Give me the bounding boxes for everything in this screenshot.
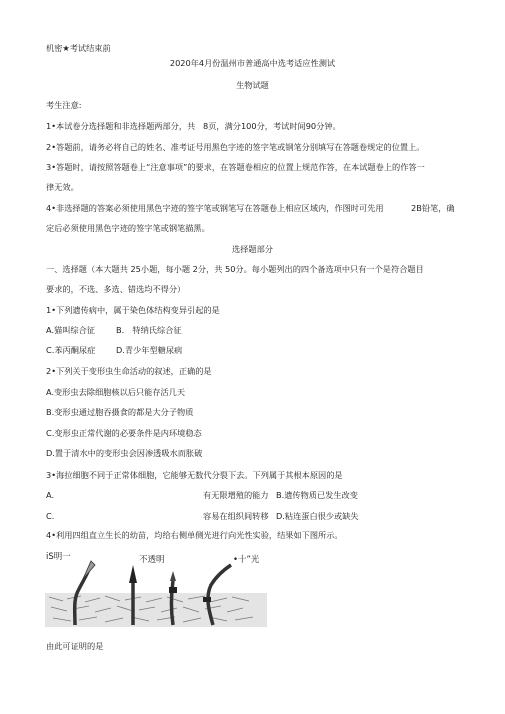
q3-option-c-label: C. (46, 511, 55, 521)
q1-option-d: D.青少年型糖尿病 (116, 345, 183, 355)
q1-stem: 1•下列遗传病中，属于染色体结构变异引起的是 (46, 305, 220, 315)
q2-option-d: D.置于清水中的变形虫会因渗透吸水而胀破 (46, 448, 203, 458)
q3-option-d: D.粘连蛋白很少或缺失 (276, 511, 359, 521)
figure-label-light: •十”光 (233, 555, 260, 565)
note-3b: 律无效。 (46, 182, 79, 192)
q3-option-b: B.遗传物质已发生改变 (276, 490, 358, 500)
q1-option-c: C.苯丙酮尿症 (46, 345, 96, 355)
q4-conclusion: 由此可证明的是 (46, 641, 104, 651)
note-1a: 1•本试卷分选择题和非选择题两部分，共 (46, 121, 196, 131)
note-1b: 8页，满分100分，考试时间90分钟。 (203, 121, 341, 131)
note-4a: 4•非选择题的答案必须使用黑色字迹的签字笔或钢笔写在答题卷上相应区域内，作图时可先用 (46, 203, 384, 213)
q2-option-b: B.变形虫通过胞吞摄食的都是大分子物质 (46, 407, 194, 417)
q1-option-b: B. 特纳氏综合征 (116, 325, 182, 335)
q3-stem: 3•海拉细胞不同于正常体细胞，它能够无数代分裂下去。下列属于其根本原因的是 (46, 470, 343, 480)
figure-label-left: iS明一 (46, 552, 71, 562)
q1-option-a: A.猫叫综合征 (46, 325, 95, 335)
section-intro-a: 一、选择题（本大题共 25小题，每小题 2分，共 50分。每小题列出的四个备选项中只有一个是符合题目 (46, 264, 424, 274)
note-2: 2•答题前，请务必将自己的姓名、准考证号用黑色字迹的签字笔或钢笔分别填写在答题卷规定的位置上。 (46, 142, 425, 152)
note-4b: 2B铅笔，确 (411, 203, 455, 213)
q4-stem: 4•利用四组直立生长的幼苗，均给右侧单侧光进行向光性实验，结果如下图所示。 (46, 530, 343, 540)
subject-title: 生物试题 (236, 80, 269, 90)
q2-option-c: C.变形虫正常代谢的必要条件是内环境稳态 (46, 428, 202, 438)
note-4c: 定后必须使用黑色字迹的签字笔或钢笔描黑。 (46, 223, 210, 233)
section-intro-b: 要求的，不选、多选、错选均不得分） (46, 284, 186, 294)
notes-heading: 考生注意: (46, 100, 82, 110)
section-title: 选择题部分 (232, 244, 273, 254)
confidential-mark: 机密★考试结束前 (46, 43, 111, 53)
seedling-phototropism-figure (45, 549, 267, 627)
q3-option-a-label: A. (46, 490, 55, 500)
note-3a: 3•答题时，请按照答题卷上“注意事项”的要求，在答题卷相应的位置上规范作答，在本试题卷上的作答一 (46, 162, 425, 172)
q2-stem: 2•下列关于变形虫生命活动的叙述，正确的是 (46, 366, 212, 376)
figure-label-opaque: 不透明 (139, 555, 165, 565)
q3-option-c-text: 容易在组织间转移 (203, 511, 269, 521)
q2-option-a: A.变形虫去除细胞核以后只能存活几天 (46, 387, 186, 397)
q3-option-a-text: 有无限增殖的能力 (203, 490, 269, 500)
exam-title: 2020年4月份温州市普通高中选考适应性测试 (169, 58, 336, 68)
